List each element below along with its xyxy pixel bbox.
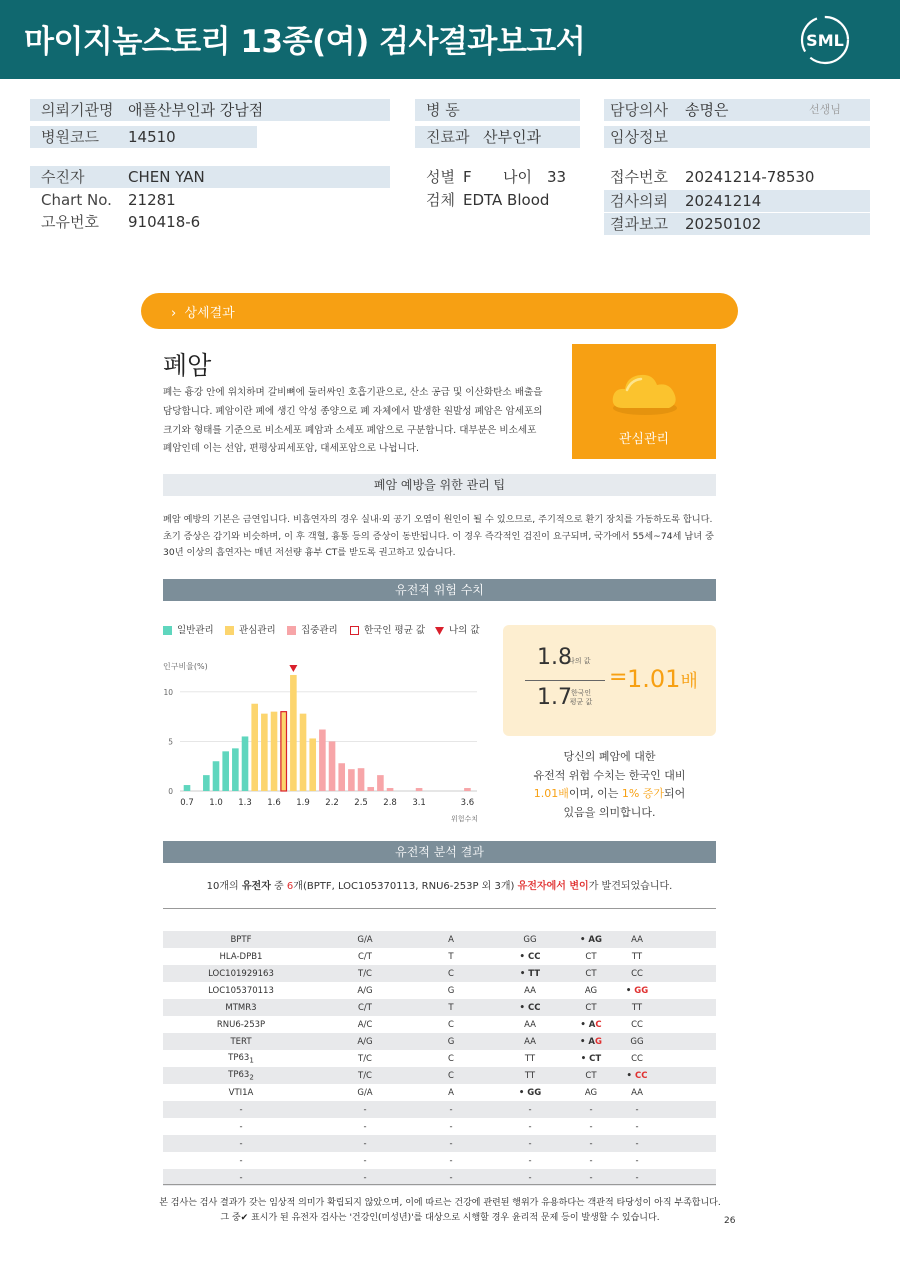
genotype-cell: GG xyxy=(523,934,537,945)
gene-name: LOC101929163 xyxy=(208,968,274,979)
legend-label-my-value: 나의 값 xyxy=(449,625,480,636)
spacer-cell xyxy=(661,1033,716,1050)
legend-swatch-interest xyxy=(225,626,234,635)
report-row xyxy=(604,213,870,235)
y-tick-label: 0 xyxy=(168,787,173,796)
summary-line-1: 당신의 폐암에 대한 xyxy=(563,750,656,763)
chart-value: 21281 xyxy=(128,191,176,209)
allele-cell: - xyxy=(363,1172,367,1183)
legend-label-interest: 관심관리 xyxy=(239,625,276,636)
genotype-cell: CT xyxy=(585,951,597,962)
specimen-row xyxy=(415,189,580,211)
risk-allele-cell: T xyxy=(448,951,454,962)
table-row xyxy=(163,1101,716,1118)
genotype-cell: TT xyxy=(524,1053,536,1064)
patient-row xyxy=(30,166,390,188)
x-tick-label: 1.6 xyxy=(267,798,281,808)
allele-cell: C/T xyxy=(358,951,372,962)
risk-ratio-box xyxy=(503,625,716,736)
institution-row xyxy=(30,99,390,121)
gene-name: MTMR3 xyxy=(225,1002,257,1013)
gene-table xyxy=(163,931,716,1186)
gene-name: BPTF xyxy=(230,934,252,945)
genotype-cell: - xyxy=(635,1104,639,1115)
genotype-cell: - xyxy=(589,1155,593,1166)
status-box xyxy=(572,344,716,459)
selected-dot-icon: • xyxy=(519,968,529,979)
spacer-cell xyxy=(661,1084,716,1101)
risk-allele-cell: - xyxy=(449,1138,453,1149)
risk-distribution-chart xyxy=(160,658,485,826)
sex-value: F xyxy=(463,168,472,186)
summary-line-2: 유전적 위험 수치는 한국인 대비 xyxy=(533,768,686,782)
table-row xyxy=(163,1050,716,1067)
report-value: 20250102 xyxy=(685,215,762,233)
genotype-cell: • TT xyxy=(519,968,541,979)
age-label: 나이 xyxy=(503,168,532,186)
genotype-cell: • AG xyxy=(580,934,602,945)
summary-line-4: 있음을 의미합니다. xyxy=(563,805,656,819)
allele-cell: - xyxy=(363,1138,367,1149)
chart-bar xyxy=(242,736,249,791)
table-row xyxy=(163,965,716,982)
x-tick-label: 1.3 xyxy=(238,798,252,808)
legend-triangle-icon xyxy=(435,626,444,635)
gene-name: - xyxy=(239,1104,243,1115)
genotype-cell: • AG xyxy=(580,1036,602,1047)
risk-allele-cell: G xyxy=(447,985,455,996)
chart-ylabel: 인구비율(%) xyxy=(163,662,208,671)
legend-swatch-korean-average xyxy=(350,626,359,635)
chart-bar xyxy=(358,768,365,791)
risk-allele-cell: - xyxy=(449,1155,453,1166)
allele-cell: T/C xyxy=(358,968,372,979)
status-label: 관심관리 xyxy=(618,432,670,447)
table-row xyxy=(163,1084,716,1101)
chart-bar xyxy=(464,788,471,791)
risk-allele-cell: C xyxy=(448,1070,454,1081)
report-header xyxy=(0,0,900,79)
table-row xyxy=(163,982,716,999)
gene-name: - xyxy=(239,1121,243,1132)
genotype-cell: AA xyxy=(524,985,536,996)
table-row xyxy=(163,1135,716,1152)
x-tick-label: 1.0 xyxy=(209,798,223,808)
table-row xyxy=(163,1033,716,1050)
chart-bar xyxy=(338,763,345,791)
ward-label: 병 동 xyxy=(426,101,460,119)
allele-cell: A/G xyxy=(357,1036,373,1047)
my-value-marker xyxy=(289,665,297,672)
genotype-cell: - xyxy=(635,1172,639,1183)
genotype-cell: AG xyxy=(584,985,598,996)
risk-allele-cell: A xyxy=(448,1087,454,1098)
chart-bar xyxy=(309,738,316,791)
hospital-code-value: 14510 xyxy=(128,128,176,146)
x-tick-label: 2.2 xyxy=(325,798,339,808)
y-tick-label: 5 xyxy=(168,737,173,747)
risk-allele-cell: G xyxy=(447,1036,455,1047)
table-row xyxy=(163,1152,716,1169)
ratio-value: 1.01배 xyxy=(627,665,698,693)
gene-name: $TP63_2$ xyxy=(228,1069,254,1082)
genotype-cell: • CC xyxy=(519,951,541,962)
allele-cell: G/A xyxy=(357,1087,373,1098)
genotype-cell: - xyxy=(589,1104,593,1115)
allele-cell: C/T xyxy=(358,1002,372,1013)
genotype-cell: - xyxy=(528,1138,532,1149)
legend-swatch-focus xyxy=(287,626,296,635)
legend-swatch-normal xyxy=(163,626,172,635)
selected-dot-icon: • xyxy=(580,1036,589,1047)
risk-allele-cell: - xyxy=(449,1121,453,1132)
genotype-cell: CT xyxy=(585,968,597,979)
section-bar-text xyxy=(171,302,235,321)
chart-bar xyxy=(203,775,210,791)
specimen-value: EDTA Blood xyxy=(463,191,550,209)
footnote-line-2: 그 중✔ 표시가 된 유전자 검사는 '건강인(미성년)'를 대상으로 시행할 경우 윤리적 문제 등이 발생할 수 있습니다. xyxy=(220,1212,660,1223)
chart-bar xyxy=(367,787,374,791)
genotype-cell: - xyxy=(589,1138,593,1149)
spacer-cell xyxy=(661,948,716,965)
chart-bar xyxy=(232,748,239,791)
sex-label: 성별 xyxy=(426,168,455,186)
age-value: 33 xyxy=(547,168,567,186)
risk-allele-cell: A xyxy=(448,934,454,945)
analysis-summary: 10개의 유전자 중 6개(BPTF, LOC105370113, RNU6-253P 외 3개) 유전자에서 변이가 발견되었습니다. xyxy=(206,881,673,892)
spacer-cell xyxy=(661,982,716,999)
average-value-label: 한국인 평균 값 xyxy=(569,689,593,706)
sex-age-row xyxy=(415,166,580,188)
disease-description: 폐는 흉강 안에 위치하며 갈비뼈에 둘러싸인 호흡기관으로, 산소 공급 및 이산화탄소 배출을 담당합니다. 폐암이란 폐에 생긴 악성 종양으로 폐 자체에서 발생한 원발성 폐암은 암세포의 크기와 형태를 기준으로 비소세포 폐암과 소세포 폐암으로 구분합니다. 대부분은 비소세포 폐암인데 이는 선암, 편평상피세포암, 대세포암으로 나뉩니다. xyxy=(163,387,543,455)
chart-label: Chart No. xyxy=(41,191,112,209)
genotype-cell: - xyxy=(528,1121,532,1132)
chart-bar xyxy=(300,714,307,791)
request-value: 20241214 xyxy=(685,192,762,210)
x-tick-label: 0.7 xyxy=(180,798,194,808)
institution-label: 의뢰기관명 xyxy=(41,101,114,119)
genotype-cell: TT xyxy=(631,951,643,962)
allele-cell: A/G xyxy=(357,985,373,996)
doctor-row xyxy=(604,99,870,121)
analysis-title: 유전적 분석 결과 xyxy=(163,841,716,863)
table-row xyxy=(163,1067,716,1084)
gene-name: HLA-DPB1 xyxy=(219,951,263,962)
chevron-right-icon: › xyxy=(171,306,177,321)
allele-cell: G/A xyxy=(357,934,373,945)
cloud-icon xyxy=(609,366,681,418)
y-tick-label: 10 xyxy=(163,687,173,697)
ward-row xyxy=(415,99,580,121)
genotype-cell: • GG xyxy=(518,1087,542,1098)
genotype-cell: • GG xyxy=(625,985,649,996)
chart-bar xyxy=(387,788,394,791)
gene-name: RNU6-253P xyxy=(216,1019,266,1030)
genotype-cell: - xyxy=(589,1172,593,1183)
selected-dot-icon: • xyxy=(580,1019,589,1030)
spacer-cell xyxy=(661,1118,716,1135)
logo-text: SML xyxy=(806,31,844,50)
genotype-cell: AA xyxy=(524,1019,536,1030)
page-number: 26 xyxy=(724,1216,736,1226)
allele-cell: - xyxy=(363,1104,367,1115)
spacer-cell xyxy=(661,1016,716,1033)
disease-title: 폐암 xyxy=(163,351,212,380)
selected-dot-icon: • xyxy=(580,1053,590,1064)
hospital-code-label: 병원코드 xyxy=(41,128,99,146)
detail-section-bar xyxy=(141,293,738,329)
spacer-cell xyxy=(661,1152,716,1169)
department-row xyxy=(415,126,580,148)
genotype-cell: • CC xyxy=(519,1002,541,1013)
genotype-cell: - xyxy=(589,1121,593,1132)
tips-text: 폐암 예방의 기본은 금연입니다. 비흡연자의 경우 실내·외 공기 오염이 원인이 될 수 있으므로, 주기적으로 환기 장치를 가동하도록 합니다. 초기 증상은 감기와 비슷하며, 이 후 객혈, 흉통 등의 증상이 동반됩니다. 이 경우 즉각적인 검진이 요구되며, 국가에서 55세~74세 남녀 중 30년 이상의 흡연자는 매년 저선량 흉부 CT를 받도록 권고하고 있습니다. xyxy=(163,514,714,558)
chart-bar xyxy=(416,788,423,791)
genotype-cell: • AC xyxy=(580,1019,602,1030)
receipt-label: 접수번호 xyxy=(610,168,668,186)
report-label: 결과보고 xyxy=(610,215,668,233)
risk-allele-cell: C xyxy=(448,968,454,979)
sml-logo-icon xyxy=(796,12,854,68)
genotype-cell: AA xyxy=(631,1087,643,1098)
spacer-cell xyxy=(661,1135,716,1152)
genotype-cell: AA xyxy=(631,934,643,945)
chart-row xyxy=(30,189,390,211)
risk-allele-cell: T xyxy=(448,1002,454,1013)
footnote xyxy=(140,1196,740,1225)
specimen-label: 검체 xyxy=(426,191,455,209)
x-tick-label: 1.9 xyxy=(296,798,310,808)
allele-cell: - xyxy=(363,1121,367,1132)
genotype-cell: TT xyxy=(631,1002,643,1013)
selected-dot-icon: • xyxy=(625,985,635,996)
allele-cell: - xyxy=(363,1155,367,1166)
chart-bar xyxy=(261,714,268,791)
genotype-cell: - xyxy=(528,1155,532,1166)
summary-line-3: 1.01배이며, 이는 1% 증가되어 xyxy=(533,787,686,800)
clinical-row xyxy=(604,126,870,148)
genotype-cell: - xyxy=(528,1172,532,1183)
genotype-cell: - xyxy=(528,1104,532,1115)
table-bottom-border xyxy=(163,1184,716,1185)
genotype-cell: TT xyxy=(524,1070,536,1081)
spacer-cell xyxy=(661,931,716,948)
chart-bar xyxy=(184,785,191,791)
allele-cell: A/C xyxy=(357,1019,373,1030)
unique-row xyxy=(30,211,390,233)
genotype-cell: - xyxy=(635,1121,639,1132)
genetic-risk-title: 유전적 위험 수치 xyxy=(163,579,716,601)
genotype-cell: • CC xyxy=(626,1070,648,1081)
receipt-value: 20241214-78530 xyxy=(685,168,815,186)
chart-xlabel: 위험수치 xyxy=(450,815,478,823)
chart-bar xyxy=(222,751,229,791)
receipt-row xyxy=(604,166,870,188)
risk-allele-cell: - xyxy=(449,1172,453,1183)
request-row xyxy=(604,190,870,212)
table-row xyxy=(163,1016,716,1033)
genotype-cell: CC xyxy=(631,1053,643,1064)
selected-dot-icon: • xyxy=(580,934,589,945)
allele-cell: T/C xyxy=(358,1053,372,1064)
department-label: 진료과 xyxy=(426,128,470,146)
selected-dot-icon: • xyxy=(519,1002,528,1013)
gene-name: $TP63_1$ xyxy=(228,1052,254,1065)
gene-name: LOC105370113 xyxy=(208,985,274,996)
average-value: 1.7 xyxy=(537,685,572,710)
spacer-cell xyxy=(661,1050,716,1067)
chart-bar xyxy=(319,730,326,791)
hospital-code-row xyxy=(30,126,257,148)
department-value: 산부인과 xyxy=(483,128,541,146)
genotype-cell: CT xyxy=(585,1002,597,1013)
selected-dot-icon: • xyxy=(626,1070,635,1081)
genotype-cell: - xyxy=(635,1138,639,1149)
legend-label-focus: 집중관리 xyxy=(301,625,338,636)
genotype-cell: • CT xyxy=(580,1053,602,1064)
doctor-suffix: 선생님 xyxy=(809,103,841,116)
doctor-label: 담당의사 xyxy=(610,101,668,119)
genotype-cell: CT xyxy=(585,1070,597,1081)
tips-title: 폐암 예방을 위한 관리 팁 xyxy=(163,474,716,496)
gene-name: TERT xyxy=(230,1036,252,1047)
x-tick-label: 3.1 xyxy=(412,798,426,808)
footnote-line-1: 본 검사는 검사 결과가 갖는 임상적 의미가 확립되지 않았으며, 이에 따르는 건강에 관련된 행위가 유용하다는 객관적 타당성이 아직 부족합니다. xyxy=(159,1198,721,1208)
report-title: 마이지놈스토리 13종(여) 검사결과보고서 xyxy=(24,24,586,60)
spacer-cell xyxy=(661,999,716,1016)
my-value: 1.8 xyxy=(537,645,572,670)
table-row xyxy=(163,1118,716,1135)
unique-label: 고유번호 xyxy=(41,213,99,231)
gene-name: - xyxy=(239,1155,243,1166)
equals-sign: = xyxy=(609,665,628,690)
x-tick-label: 3.6 xyxy=(460,798,475,808)
chart-bar xyxy=(329,741,336,791)
my-value-label: 나의 값 xyxy=(568,657,591,665)
section-label: 상세결과 xyxy=(184,306,235,321)
gene-name: VTI1A xyxy=(228,1087,254,1098)
table-row xyxy=(163,999,716,1016)
legend-label-korean-average: 한국인 평균 값 xyxy=(364,625,426,636)
genotype-cell: CC xyxy=(631,1019,643,1030)
chart-bar xyxy=(251,704,258,791)
spacer-cell xyxy=(661,965,716,982)
genotype-cell: CC xyxy=(631,968,643,979)
risk-summary xyxy=(503,748,716,822)
legend-label-normal: 일반관리 xyxy=(177,625,214,636)
table-row xyxy=(163,931,716,948)
unique-value: 910418-6 xyxy=(128,213,201,231)
chart-bar xyxy=(213,761,220,791)
risk-allele-cell: C xyxy=(448,1019,454,1030)
chart-bar xyxy=(271,712,278,791)
clinical-label: 임상정보 xyxy=(610,128,668,146)
x-tick-label: 2.8 xyxy=(383,798,397,808)
table-top-border xyxy=(163,908,716,909)
genotype-cell: GG xyxy=(630,1036,644,1047)
gene-name: - xyxy=(239,1172,243,1183)
patient-value: CHEN YAN xyxy=(128,168,205,186)
doctor-value: 송명은 xyxy=(685,101,729,119)
x-tick-label: 2.5 xyxy=(354,798,368,808)
genotype-cell: - xyxy=(635,1155,639,1166)
patient-label: 수진자 xyxy=(41,168,85,186)
request-label: 검사의뢰 xyxy=(610,192,668,210)
allele-cell: T/C xyxy=(358,1070,372,1081)
risk-allele-cell: C xyxy=(448,1053,454,1064)
risk-allele-cell: - xyxy=(449,1104,453,1115)
chart-bar xyxy=(348,769,355,791)
selected-dot-icon: • xyxy=(518,1087,528,1098)
chart-bar xyxy=(290,675,297,791)
spacer-cell xyxy=(661,1101,716,1118)
table-row xyxy=(163,948,716,965)
institution-value: 애플산부인과 강남점 xyxy=(128,101,264,119)
fraction-line xyxy=(525,680,605,681)
chart-bar xyxy=(377,775,384,791)
genotype-cell: AA xyxy=(524,1036,536,1047)
genotype-cell: AG xyxy=(584,1087,598,1098)
spacer-cell xyxy=(661,1067,716,1084)
selected-dot-icon: • xyxy=(519,951,528,962)
gene-name: - xyxy=(239,1138,243,1149)
